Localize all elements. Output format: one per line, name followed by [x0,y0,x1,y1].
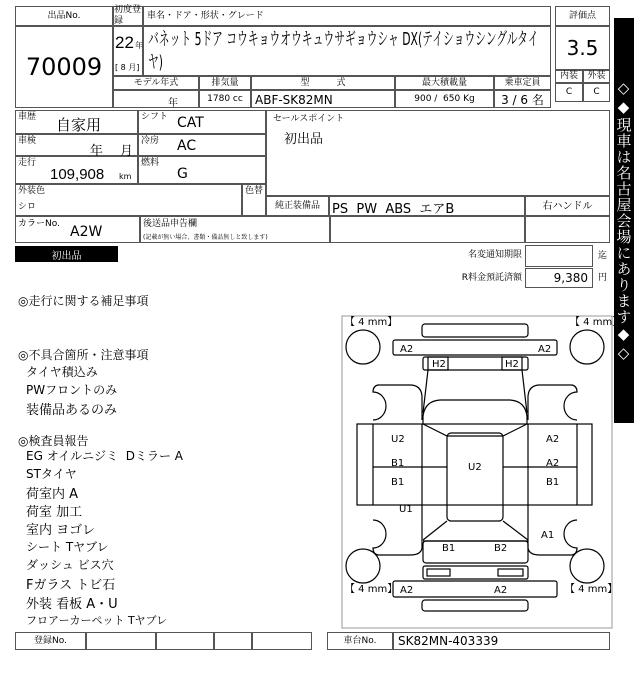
fuel-label: 燃料 [141,158,160,168]
shift-label: シフト [141,112,169,122]
wheel-front-right [570,330,604,364]
shift-cell [138,110,266,134]
damage-mark: A2 [546,434,560,445]
history-cell [15,110,138,134]
car-name-label: 車名・ドア・形状・グレード [143,6,551,26]
inspector-item: 室内 ヨゴレ [26,523,96,538]
registration-number-label: 登録No. [15,632,86,650]
equipment-label: 純正装備品 [266,196,329,216]
damage-mark: A2 [400,344,414,355]
inspector-item: 外装 看板 A・U [26,597,118,612]
displacement-value: 1780 cc [199,90,251,108]
defect-item: PWフロントのみ [26,383,118,397]
name-change-label: 名変通知期限 [467,250,522,260]
recycle-fee-value: 9,380 [525,268,593,288]
ac-label: 冷房 [141,136,160,146]
score-label: 評価点 [555,6,610,26]
sales-point-cell [266,110,610,196]
exterior-label: 外装 [583,70,610,83]
color-change-cell [242,184,266,216]
history-label: 車歴 [18,112,37,122]
color-number-cell [15,216,140,243]
rear-bumper [393,581,557,597]
damage-mark: U2 [468,462,482,473]
max-load-label: 最大積載量 [395,76,494,90]
side-panels [357,424,592,505]
damage-mark: A1 [541,530,555,541]
first-listing-badge: 初出品 [15,246,118,262]
sales-point-value: 初出品 [284,132,324,147]
damage-mark: B1 [391,477,405,488]
damage-mark: A2 [538,344,552,355]
damage-mark: H2 [432,359,446,370]
damage-mark: B2 [494,543,508,554]
inspector-item: フロアーカーペット Tヤブレ [26,614,168,627]
first-registration-label: 初度登録 [114,5,142,26]
door-lines [373,424,577,505]
defect-item: タイヤ積込み [26,365,98,379]
history-value: 自家用 [56,116,102,134]
name-change-value [525,245,593,267]
capacity-value: 3 / 6 名 [494,90,551,108]
recycle-fee-label: R料金預託済額 [461,273,522,283]
diagram-frame [342,316,612,628]
roof [447,433,503,521]
name-change-suffix: 迄 [598,251,608,261]
year-unit: 年 [135,41,143,50]
rear-door [423,541,528,563]
exterior-color-cell [15,184,242,216]
wheel-front-left [346,330,380,364]
later-items-value[interactable] [330,216,525,243]
interior-label: 内装 [555,70,583,83]
damage-mark: U1 [399,504,413,515]
inspector-item: 荷室 加工 [26,505,83,520]
lot-number: 70009 [15,26,113,108]
tread-front-left: 【 4 mm】 [345,317,398,328]
later-items-label: 後送品申告欄 [143,219,198,229]
later-items-cell [140,216,330,243]
mileage-value: 109,908 [50,166,105,183]
tail-light-left [427,569,450,576]
tail-light-strip [423,566,528,579]
mileage-unit: km [119,172,132,181]
car-name-cell [143,26,551,76]
cowl-lines [423,424,527,436]
tread-rear-right: 【 4 mm】 [565,584,618,595]
max-load-value: 900 / 650 Kg [395,90,494,108]
shift-value: CAT [177,115,204,131]
chassis-number-label: 車台No. [327,632,393,650]
tread-front-right: 【 4 mm】 [570,317,623,328]
fuel-value: G [177,166,188,182]
ac-value: AC [177,138,197,154]
hood-edges [423,370,527,413]
front-grille [422,324,528,337]
color-number-label: カラーNo. [18,219,60,229]
tail-light-right [498,569,523,576]
interior-grade: C [555,83,583,102]
registration-number-cell [156,632,214,650]
sales-point-label: セールスポイント [273,114,345,124]
defect-item: 装備品あるのみ [26,403,118,418]
mileage-cell [15,156,138,184]
capacity-label: 乗車定員 [494,76,551,90]
later-items-note: (記載が無い場合、書類・備品無しと致します) [143,234,268,241]
type-value: ABF-SK82MN [251,90,395,108]
inspector-item: EG オイルニジミ Dミラー A [26,449,183,463]
damage-mark: B1 [546,477,560,488]
headlight-strip [423,357,528,370]
registration-date [113,26,143,76]
registration-number-cell [252,632,312,650]
lot-number-label: 出品No. [15,6,113,26]
inspector-report-heading: ◎検査員報告 [18,434,89,448]
overall-score: 3.5 [555,26,610,70]
headlight-left [428,357,448,370]
headlight-right [502,357,522,370]
chassis-number-value: SK82MN-403339 [393,632,610,650]
wheel-rear-right [570,549,604,583]
inspector-item: ダッシュ ビス穴 [26,558,114,572]
windshield [423,400,527,424]
model-year-value: 年 [113,90,199,108]
inspector-item: Fガラス トビ石 [26,578,116,593]
rear-lines [423,521,528,541]
exterior-color-value: シロ [18,202,37,212]
damage-mark: A2 [494,585,508,596]
damage-mark: U2 [391,434,405,445]
recycle-fee-unit: 円 [598,273,608,283]
blank-cell [525,216,610,243]
exterior-grade: C [583,83,610,102]
rear-right-fender [528,505,577,555]
front-left-fender [373,385,422,420]
exterior-color-label: 外装色 [18,186,46,196]
registration-number-cell [214,632,252,650]
wheel-rear-left [346,549,380,583]
ac-cell [138,134,266,156]
front-right-fender [528,385,577,420]
steering-value: 右ハンドル [525,196,610,216]
venue-banner: ◇◆現車は名古屋会場にあります◆◇ [614,18,634,423]
defects-heading: ◎不具合箇所・注意事項 [18,348,149,362]
color-number-value: A2W [70,224,103,240]
inspector-item: シート Tヤブレ [26,540,109,554]
registration-year: 22 [115,33,134,52]
inspection-cell [15,134,138,159]
fuel-cell [138,156,266,184]
inspection-label: 車検 [18,136,37,146]
equipment-value: PS PW ABS エアB [329,196,525,216]
damage-mark: H2 [505,359,519,370]
tread-rear-left: 【 4 mm】 [345,584,398,595]
car-name: バネット 5ドア コウキョウオウキュウサギョウシャ DX(テイショウシングルタイヤ) [148,29,539,73]
inspector-item: STタイヤ [26,467,77,481]
damage-mark: B1 [391,458,405,469]
model-year-label: モデル年式 [113,76,199,90]
color-change-label: 色替 [245,186,264,196]
type-label: 型 式 [251,76,395,90]
registration-number-cell [86,632,156,650]
driving-notes-heading: ◎走行に関する補足事項 [18,294,149,308]
damage-mark: B1 [442,543,456,554]
rear-step [422,600,528,611]
inspection-value: 年 月 [89,144,133,159]
damage-mark: A2 [400,585,414,596]
mileage-label: 走行 [18,158,37,168]
damage-mark: A2 [546,458,560,469]
rear-left-fender [373,505,422,555]
inspector-item: 荷室内 A [26,487,79,502]
registration-month: [ 8 月] [115,63,140,72]
front-bumper [393,340,557,355]
displacement-label: 排気量 [199,76,251,90]
